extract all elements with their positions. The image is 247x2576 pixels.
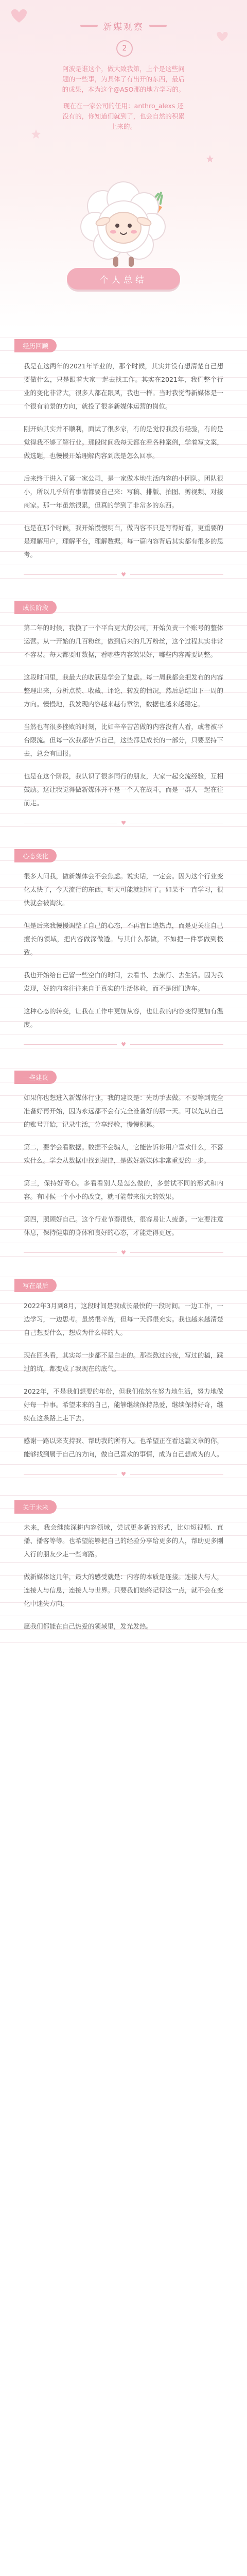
section-paragraph: 第四，照顾好自己。这个行业节奏很快，很容易让人疲惫。一定要注意休息，保持健康的身体和良好的心态，才能走得更远。 — [24, 1215, 223, 1236]
section-3 — [0, 1061, 247, 1269]
section-divider — [24, 1249, 223, 1256]
decor-star-icon — [206, 155, 214, 163]
section-tag: 经历回顾 — [14, 339, 57, 352]
section-5 — [0, 1491, 247, 1656]
issue-badge: 2 — [116, 40, 133, 57]
intro-paragraph: 阿波是谁这个，做大致我第，上个是这些问题的一些事，为具体了有出开的东西，最后的成果，本为这个@ASO那的地方学习的。 — [62, 65, 185, 93]
section-paragraph: 刚开始其实并不顺利，面试了很多家，有的是觉得我没有经验，有的是觉得我不够了解行业。那段时间我每天都在看各种案例，学着写文案，做选题，也慢慢开始理解内容到底是怎么回事。 — [24, 425, 223, 460]
section-paragraph: 如果你也想进入新媒体行业，我的建议是：先动手去做。不要等到完全准备好再开始，因为永远都不会有完全准备好的那一天。可以先从自己的账号开始，记录生活，分享经验，慢慢积累。 — [24, 1094, 223, 1128]
ribbon-dash — [80, 25, 98, 27]
section-paragraph: 2022年3月到8月，这段时间是我成长最快的一段时间。一边工作，一边学习，一边思考。虽然很辛苦，但每一天都很充实。我也越来越清楚自己想要什么，想成为什么样的人。 — [24, 1302, 223, 1336]
section-paragraph: 做新媒体这几年，最大的感受就是：内容的本质是连接。连接人与人，连接人与信息，连接人与世界。只要我们始终记得这一点，就不会在变化中迷失方向。 — [24, 1573, 223, 1607]
header-banner: 个人总结 — [67, 268, 180, 290]
decor-heart-icon — [10, 8, 28, 24]
section-paragraph: 现在回头看，其实每一步都不是白走的。那些熬过的夜，写过的稿，踩过的坑，都变成了我现在的底气。 — [24, 1351, 223, 1372]
section-paragraph: 也是在这个阶段，我认识了很多同行的朋友，大家一起交流经验，互相鼓励。这让我觉得做新媒体并不是一个人在战斗，而是一群人一起在往前走。 — [24, 772, 223, 807]
decor-heart-icon — [216, 31, 228, 42]
divider-heart-icon: ♥ — [121, 819, 126, 826]
section-tag: 写在最后 — [14, 1279, 57, 1292]
section-paragraph: 感谢一路以来支持我、帮助我的所有人。也希望正在看这篇文章的你，能够找到属于自己的方向，做自己喜欢的事情，成为自己想成为的人。 — [24, 1437, 223, 1458]
section-tag: 成长阶段 — [14, 601, 57, 614]
section-paragraph: 2022年，不是我们想要的年份，但我们依然在努力地生活，努力地做好每一件事。希望未来的自己，能够继续保持热爱，继续保持好奇，继续在这条路上走下去。 — [24, 1387, 223, 1422]
section-paragraph: 也是在那个时候，我开始慢慢明白，做内容不只是写得好看，更重要的是理解用户，理解平台，理解数据。每一篇内容背后其实都有很多的思考。 — [24, 524, 223, 558]
section-0 — [0, 330, 247, 591]
header-ribbon-title: 新媒观察 — [103, 22, 144, 32]
header-ribbon — [77, 15, 170, 36]
section-divider — [24, 1470, 223, 1478]
section-paragraph: 这段时间里，我最大的收获是学会了复盘。每一周我都会把发布的内容整理出来，分析点赞、收藏、评论、转发的情况，然后总结出下一周的方向。慢慢地，我发现内容越来越有章法，数据也越来越稳定。 — [24, 673, 223, 708]
section-tag: 心态变化 — [14, 849, 57, 862]
section-paragraph: 第二年的时候，我换了一个平台更大的公司，开始负责一个账号的整体运营。从一开始的几百粉丝，做到后来的几万粉丝，这个过程其实非常不容易。每天都要盯数据，看哪些内容效果好，哪些内容需要调整。 — [24, 624, 223, 658]
section-1 — [0, 591, 247, 840]
section-paragraph: 很多人问我，做新媒体会不会焦虑。说实话，一定会。因为这个行业变化太快了，今天流行的东西，明天可能就过时了。如果不一直学习，很快就会被淘汰。 — [24, 872, 223, 907]
intro-text — [61, 64, 186, 138]
section-divider — [24, 571, 223, 578]
section-paragraph: 这种心态的转变，让我在工作中更加从容，也让我的内容变得更加有温度。 — [24, 1007, 223, 1028]
section-divider — [24, 1041, 223, 1048]
section-tag: 一些建议 — [14, 1071, 57, 1084]
section-paragraph: 当然也有很多挫败的时刻，比如辛辛苦苦做的内容没有人看，或者被平台限流。但每一次我都告诉自己，这些都是成长的一部分，只要坚持下去，总会有回报。 — [24, 723, 223, 757]
sheep-mascot-icon — [62, 170, 185, 273]
section-paragraph: 未来，我会继续深耕内容领域，尝试更多新的形式，比如短视频、直播、播客等等。也希望能够把自己的经验分享给更多的人，帮助更多刚入行的朋友少走一些弯路。 — [24, 1523, 223, 1558]
decor-star-icon — [31, 129, 41, 139]
section-paragraph: 第二，要学会看数据。数据不会骗人，它能告诉你用户喜欢什么，不喜欢什么。学会从数据中找到规律，是做好新媒体非常重要的一步。 — [24, 1143, 223, 1164]
section-paragraph: 我是在这两年的2021年毕业的，那个时候，其实并没有想清楚自己想要做什么，只是跟着大家一起去找工作。其实在2021年，我们整个行业的变化非常大，很多人都在跟风，我也一样。当时我觉得新媒体是一个很有前景的方向，就投了很多新媒体运营的岗位。 — [24, 362, 223, 410]
section-4 — [0, 1269, 247, 1491]
divider-heart-icon: ♥ — [121, 1249, 126, 1256]
section-divider — [24, 819, 223, 826]
ribbon-dash — [149, 25, 167, 27]
section-paragraph: 第三，保持好奇心。多看看别人是怎么做的，多尝试不同的形式和内容。有时候一个小小的改变，就可能带来很大的效果。 — [24, 1179, 223, 1200]
header — [0, 0, 247, 330]
section-paragraph: 但是后来我慢慢调整了自己的心态，不再盲目追热点，而是更关注自己擅长的领域，把内容做深做透。与其什么都做，不如把一件事做到极致。 — [24, 922, 223, 956]
section-paragraph: 我也开始给自己留一些空白的时间，去看书、去旅行、去生活。因为我发现，好的内容往往来自于真实的生活体验，而不是闭门造车。 — [24, 971, 223, 992]
section-tag: 关于未来 — [14, 1500, 57, 1514]
divider-heart-icon: ♥ — [121, 571, 126, 578]
section-paragraph: 愿我们都能在自己热爱的领域里，发光发热。 — [24, 1622, 153, 1630]
divider-heart-icon: ♥ — [121, 1041, 126, 1048]
section-2 — [0, 840, 247, 1061]
intro-paragraph: 现在在一家公司的任用：anthro_alexs 还没有的，你知道们就到了，也会自然的积累上来的。 — [62, 102, 185, 130]
divider-heart-icon: ♥ — [121, 1470, 126, 1478]
section-paragraph: 后来终于进入了第一家公司，是一家做本地生活内容的小团队。团队很小，所以几乎所有事情都要自己来：写稿、排版、拍图、剪视频、对接商家。那一年虽然很累，但真的学到了非常多的东西。 — [24, 474, 223, 509]
